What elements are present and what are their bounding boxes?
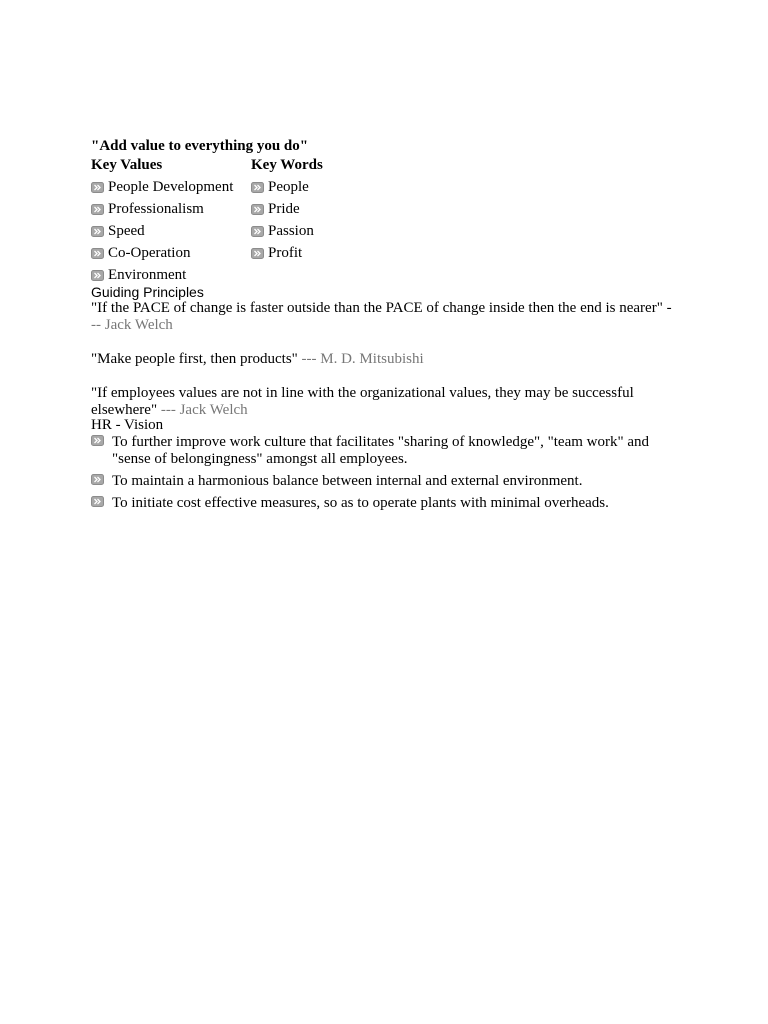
key-word-item (251, 176, 451, 198)
double-chevron-bullet-icon (91, 474, 104, 485)
key-value-item (91, 242, 251, 264)
quote-attribution: --- Jack Welch (157, 402, 248, 418)
quote-text: "If employees values are not in line with the organizational values, they may be successful elsewhere" (91, 385, 634, 418)
key-values-column (91, 156, 251, 286)
spacer (91, 334, 691, 351)
key-value-label: Environment (108, 267, 187, 283)
values-table (91, 156, 691, 286)
quote (91, 300, 683, 334)
double-chevron-bullet-icon (91, 496, 104, 507)
hr-vision-list (91, 434, 691, 512)
key-word-item (251, 198, 451, 220)
key-word-label: Profit (268, 245, 303, 261)
key-word-label: Passion (268, 223, 314, 239)
guiding-principles-heading: Guiding Principles (91, 284, 204, 300)
double-chevron-bullet-icon (251, 226, 264, 237)
double-chevron-bullet-icon (91, 248, 104, 259)
key-word-item (251, 220, 451, 242)
list-item-text: To initiate cost effective measures, so as to operate plants with minimal overheads. (112, 495, 609, 511)
document-page (91, 137, 691, 517)
double-chevron-bullet-icon (91, 270, 104, 281)
spacer (91, 368, 691, 385)
key-value-item (91, 220, 251, 242)
key-value-item (91, 176, 251, 198)
double-chevron-bullet-icon (251, 182, 264, 193)
list-item (91, 495, 691, 512)
quote-attribution: -- Jack Welch (91, 317, 173, 333)
double-chevron-bullet-icon (251, 204, 264, 215)
double-chevron-bullet-icon (91, 182, 104, 193)
key-words-column (251, 156, 451, 286)
list-item-text: To further improve work culture that facilitates "sharing of knowledge", "team work" and "sense of belongingness" amongst all employees. (112, 434, 650, 467)
list-item (91, 434, 691, 468)
key-value-label: People Development (108, 179, 234, 195)
key-words-heading: Key Words (251, 157, 323, 173)
quote-attribution: --- M. D. Mitsubishi (297, 351, 424, 367)
key-value-label: Co-Operation (108, 245, 191, 261)
quote (91, 385, 683, 419)
key-word-item (251, 242, 451, 264)
quote-text: "Make people first, then products" (91, 351, 298, 367)
list-item (91, 473, 691, 490)
key-value-item (91, 198, 251, 220)
list-item-text: To maintain a harmonious balance between internal and external environment. (112, 473, 583, 489)
quote-text: "If the PACE of change is faster outside than the PACE of change inside then the end is nearer" - (91, 300, 672, 316)
double-chevron-bullet-icon (91, 204, 104, 215)
key-value-label: Speed (108, 223, 145, 239)
key-word-label: People (268, 179, 309, 195)
hr-vision-heading: HR - Vision (91, 417, 164, 433)
key-word-label: Pride (268, 201, 300, 217)
key-value-item (91, 264, 251, 286)
double-chevron-bullet-icon (91, 226, 104, 237)
key-value-label: Professionalism (108, 201, 204, 217)
double-chevron-bullet-icon (251, 248, 264, 259)
key-values-heading: Key Values (91, 157, 163, 173)
page-title: "Add value to everything you do" (91, 138, 309, 154)
quote (91, 351, 683, 368)
double-chevron-bullet-icon (91, 435, 104, 446)
